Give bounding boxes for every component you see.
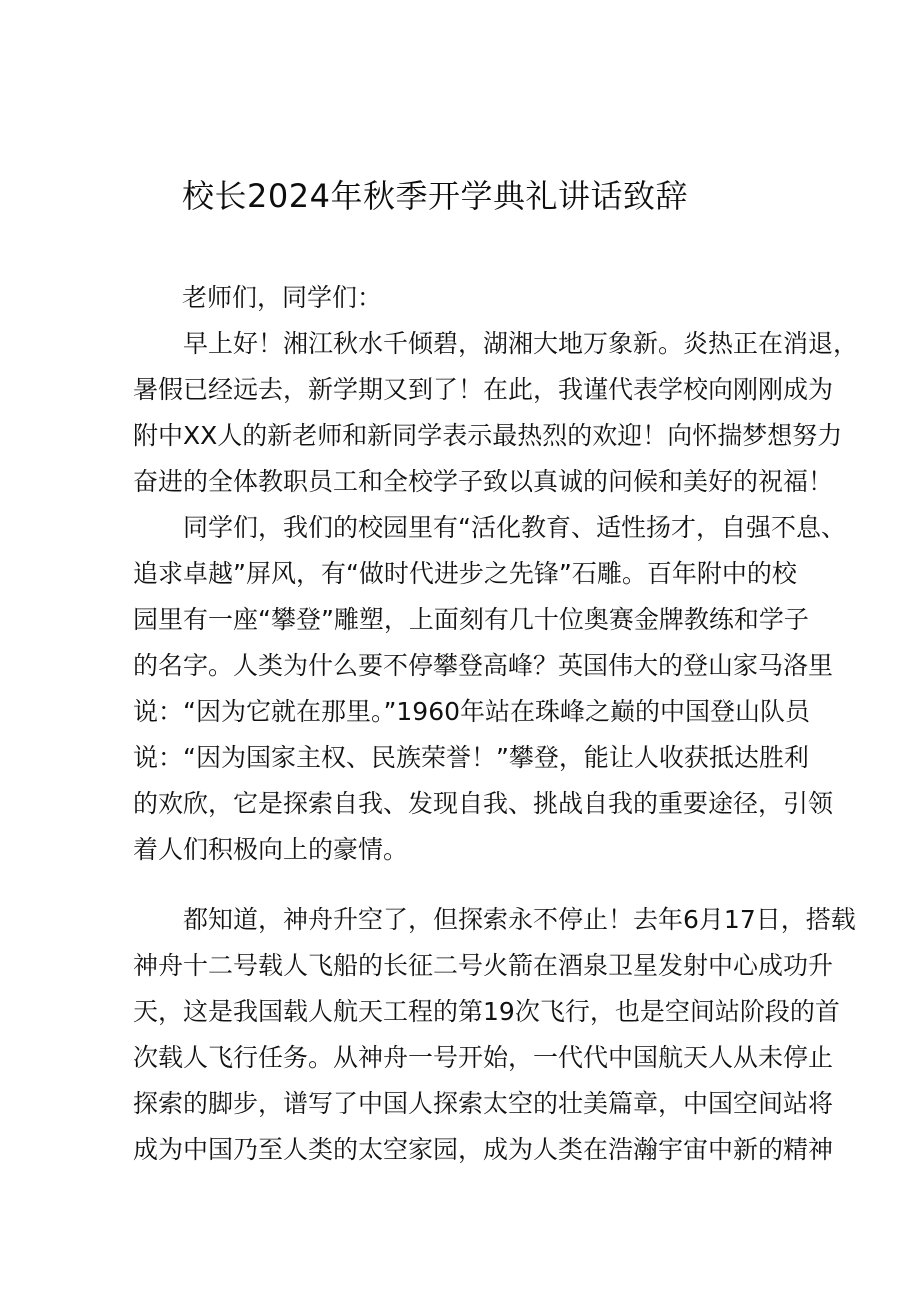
paragraph-line: 天，这是我国载人航天工程的第19次飞行，也是空间站阶段的首 (133, 997, 840, 1026)
paragraph-line: 园里有一座“攀登”雕塑，上面刻有几十位奥赛金牌教练和学子 (133, 605, 809, 634)
paragraph-line: 同学们，我们的校园里有“活化教育、适性扬才，自强不息、 (183, 513, 846, 542)
paragraph-line: 奋进的全体教职员工和全校学子致以真诚的问候和美好的祝福！ (133, 467, 834, 496)
paragraph-space (133, 897, 856, 1173)
paragraph-line: 神舟十二号载人飞船的长征二号火箭在酒泉卫星发射中心成功升 (133, 951, 834, 980)
paragraph-line: 说：“因为它就在那里。”1960年站在珠峰之巅的中国登山队员 (133, 697, 811, 726)
paragraph-line: 追求卓越”屏风，有“做时代进步之先锋”石雕。百年附中的校 (133, 559, 797, 588)
document-title: 校长2024年秋季开学典礼讲话致辞 (182, 177, 688, 215)
paragraph-line: 早上好！湘江秋水千倾碧，湖湘大地万象新。炎热正在消退， (183, 329, 859, 358)
paragraph-welcome (133, 321, 859, 505)
paragraph-line: 次载人飞行任务。从神舟一号开始，一代代中国航天人从未停止 (133, 1043, 834, 1072)
paragraph-line: 探索的脚步，谱写了中国人探索太空的壮美篇章，中国空间站将 (133, 1089, 834, 1118)
salutation: 老师们，同学们： (182, 283, 383, 312)
paragraph-line: 成为中国乃至人类的太空家园，成为人类在浩瀚宇宙中新的精神 (133, 1135, 834, 1164)
paragraph-line: 的欢欣，它是探索自我、发现自我、挑战自我的重要途径，引领 (133, 789, 834, 818)
paragraph-line: 的名字。人类为什么要不停攀登高峰？英国伟大的登山家马洛里 (133, 651, 834, 680)
paragraph-line: 暑假已经远去，新学期又到了！在此，我谨代表学校向刚刚成为 (133, 375, 834, 404)
paragraph-line: 着人们积极向上的豪情。 (133, 835, 409, 864)
paragraph-climbing (133, 505, 846, 873)
paragraph-line: 说：“因为国家主权、民族荣誉！”攀登，能让人收获抵达胜利 (133, 743, 809, 772)
paragraph-line: 附中XX人的新老师和新同学表示最热烈的欢迎！向怀揣梦想努力 (133, 421, 843, 450)
paragraph-line: 都知道，神舟升空了，但探索永不停止！去年6月17日，搭载 (183, 905, 856, 934)
